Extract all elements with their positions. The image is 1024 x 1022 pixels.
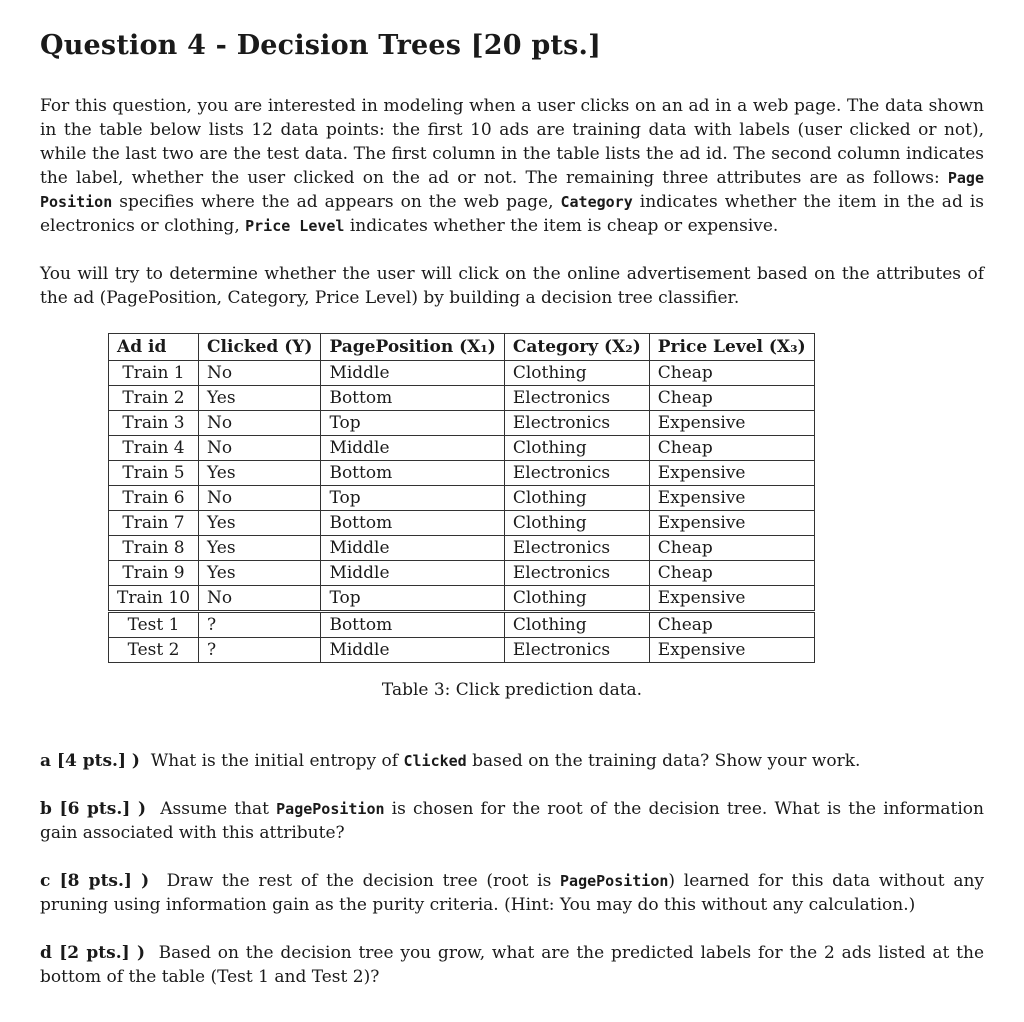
cell-price-level: Cheap: [649, 612, 814, 638]
cell-ad-id: Train 2: [109, 386, 199, 411]
table-row: [109, 436, 815, 461]
table-body: [109, 361, 815, 663]
cell-page-position: Middle: [321, 361, 504, 386]
cell-page-position: Bottom: [321, 461, 504, 486]
cell-page-position: Top: [321, 586, 504, 612]
click-prediction-table: [108, 333, 815, 663]
task-paragraph: You will try to determine whether the user will click on the online advertisement based on the attributes of the ad (PagePosition, Category, Price Level) by building a decision tree classifier.: [40, 264, 984, 308]
attr-page-position: Page Position: [40, 169, 984, 211]
cell-page-position: Middle: [321, 536, 504, 561]
question-b-label: b [6 pts.] ): [40, 799, 147, 819]
table-row: [109, 386, 815, 411]
cell-category: Electronics: [504, 536, 649, 561]
cell-price-level: Cheap: [649, 536, 814, 561]
cell-clicked: Yes: [199, 461, 321, 486]
cell-ad-id: Test 1: [109, 612, 199, 638]
cell-ad-id: Train 1: [109, 361, 199, 386]
intro-text-4: indicates whether the item is cheap or expensive.: [344, 216, 779, 236]
question-c-code: PagePosition: [560, 872, 669, 890]
cell-price-level: Cheap: [649, 561, 814, 586]
question-a-text-post: based on the training data? Show your work.: [466, 751, 861, 771]
cell-price-level: Expensive: [649, 638, 814, 663]
header-price-level: Price Level (X₃): [649, 334, 814, 361]
cell-ad-id: Train 7: [109, 511, 199, 536]
cell-clicked: No: [199, 361, 321, 386]
cell-price-level: Expensive: [649, 411, 814, 436]
intro-text-2: specifies where the ad appears on the web page,: [112, 192, 561, 212]
cell-clicked: ?: [199, 638, 321, 663]
cell-page-position: Middle: [321, 638, 504, 663]
question-a-text-pre: What is the initial entropy of: [150, 751, 404, 771]
cell-category: Electronics: [504, 386, 649, 411]
cell-page-position: Bottom: [321, 612, 504, 638]
question-b-text-post: is chosen for the root of the decision tree. What is the information gain associated with this attribute?: [40, 799, 984, 843]
cell-ad-id: Train 4: [109, 436, 199, 461]
cell-page-position: Top: [321, 411, 504, 436]
cell-clicked: Yes: [199, 536, 321, 561]
cell-category: Clothing: [504, 361, 649, 386]
table-header-row: [109, 334, 815, 361]
cell-price-level: Expensive: [649, 461, 814, 486]
cell-price-level: Expensive: [649, 586, 814, 612]
header-clicked: Clicked (Y): [199, 334, 321, 361]
cell-ad-id: Train 8: [109, 536, 199, 561]
table-row: [109, 536, 815, 561]
cell-clicked: No: [199, 411, 321, 436]
cell-page-position: Top: [321, 486, 504, 511]
question-d: [40, 941, 984, 989]
cell-price-level: Cheap: [649, 436, 814, 461]
cell-category: Clothing: [504, 586, 649, 612]
table-row: [109, 511, 815, 536]
cell-category: Electronics: [504, 411, 649, 436]
question-b-text-pre: Assume that: [160, 799, 277, 819]
cell-ad-id: Train 9: [109, 561, 199, 586]
cell-category: Clothing: [504, 436, 649, 461]
cell-ad-id: Train 3: [109, 411, 199, 436]
question-a-code: Clicked: [403, 752, 467, 770]
question-d-label: d [2 pts.] ): [40, 943, 146, 963]
header-page-position: PagePosition (X₁): [321, 334, 504, 361]
question-title: Question 4 - Decision Trees [20 pts.]: [40, 30, 602, 61]
cell-category: Clothing: [504, 511, 649, 536]
table-caption: Table 3: Click prediction data.: [381, 680, 643, 700]
question-c-text-post: ) learned for this data without any pruning using information gain as the purity criteria. (Hint: You may do this without any calculation.): [40, 871, 985, 915]
header-category: Category (X₂): [504, 334, 649, 361]
question-b-code: PagePosition: [276, 800, 385, 818]
question-a-label: a [4 pts.] ): [40, 751, 140, 771]
cell-clicked: No: [199, 486, 321, 511]
header-ad-id: Ad id: [109, 334, 199, 361]
cell-category: Clothing: [504, 486, 649, 511]
cell-category: Clothing: [504, 612, 649, 638]
table-row: [109, 561, 815, 586]
cell-ad-id: Train 6: [109, 486, 199, 511]
attr-category: Category: [560, 193, 633, 211]
cell-clicked: Yes: [199, 511, 321, 536]
attr-price-level: Price Level: [245, 217, 345, 235]
intro-text-1: For this question, you are interested in modeling when a user clicks on an ad in a web page. The data shown in the table below lists 12 data points: the first 10 ads are training data with labels (user clicked or not), while the last two are the test data. The first column in the table lists the ad id. The second column indicates the label, whether the user clicked on the ad or not. The remaining three attributes are as follows:: [40, 96, 984, 188]
table-row: [109, 586, 815, 612]
intro-text-3: indicates whether the item in the ad is electronics or clothing,: [40, 192, 984, 236]
cell-category: Electronics: [504, 561, 649, 586]
cell-clicked: No: [199, 436, 321, 461]
cell-ad-id: Test 2: [109, 638, 199, 663]
cell-ad-id: Train 10: [109, 586, 199, 612]
cell-page-position: Middle: [321, 436, 504, 461]
question-d-text: Based on the decision tree you grow, what are the predicted labels for the 2 ads listed at the bottom of the table (Test 1 and Test 2)?: [40, 943, 985, 987]
cell-price-level: Expensive: [649, 486, 814, 511]
cell-price-level: Expensive: [649, 511, 814, 536]
table-row: [109, 486, 815, 511]
cell-page-position: Middle: [321, 561, 504, 586]
cell-price-level: Cheap: [649, 386, 814, 411]
table-row: [109, 612, 815, 638]
cell-category: Electronics: [504, 461, 649, 486]
question-a: [40, 749, 984, 773]
cell-clicked: Yes: [199, 386, 321, 411]
cell-clicked: Yes: [199, 561, 321, 586]
cell-ad-id: Train 5: [109, 461, 199, 486]
table-row: [109, 361, 815, 386]
table-row: [109, 411, 815, 436]
table-row: [109, 461, 815, 486]
cell-page-position: Bottom: [321, 386, 504, 411]
question-b: [40, 797, 984, 845]
question-c: [40, 869, 984, 917]
cell-price-level: Cheap: [649, 361, 814, 386]
question-c-text-pre: Draw the rest of the decision tree (root is: [166, 871, 561, 891]
intro-paragraph: [40, 94, 984, 238]
question-c-label: c [8 pts.] ): [40, 871, 150, 891]
cell-clicked: ?: [199, 612, 321, 638]
cell-page-position: Bottom: [321, 511, 504, 536]
cell-clicked: No: [199, 586, 321, 612]
table-row: [109, 638, 815, 663]
cell-category: Electronics: [504, 638, 649, 663]
